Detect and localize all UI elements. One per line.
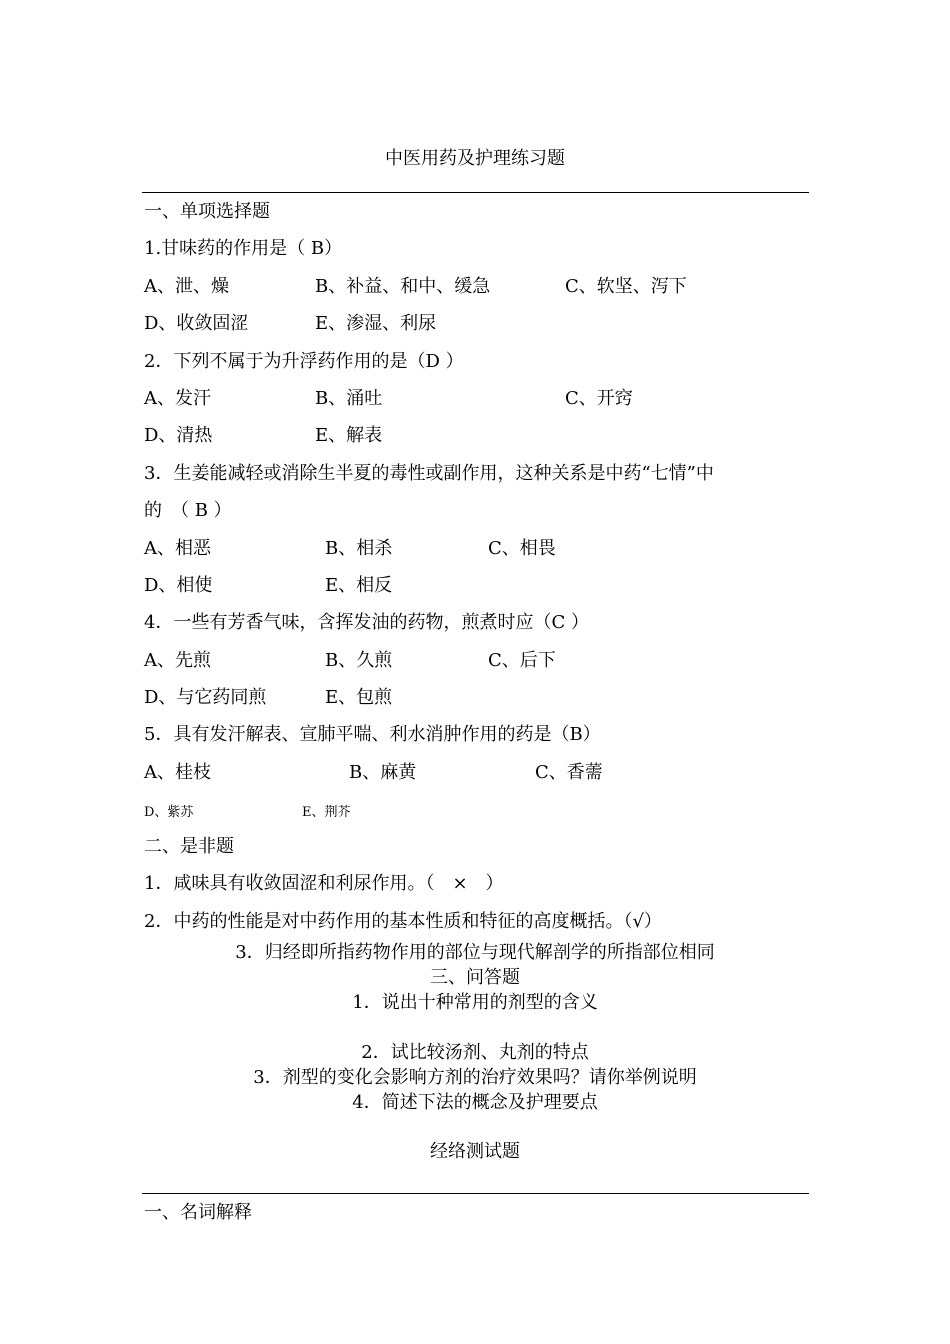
question-2-option-b: B、涌吐 [315, 388, 383, 409]
question-5-option-b: B、麻黄 [349, 762, 417, 783]
question-3-stem-line-1: 3．生姜能减轻或消除生半夏的毒性或副作用，这种关系是中药“七情”中 [144, 463, 714, 484]
section-heading-term-definition: 一、名词解释 [144, 1202, 252, 1223]
question-1-option-e: E、渗湿、利尿 [315, 313, 437, 334]
true-false-item-2: 2．中药的性能是对中药作用的基本性质和特征的高度概括。（√） [144, 911, 662, 932]
question-1-option-b: B、补益、和中、缓急 [315, 276, 491, 297]
question-4-option-d: D、与它药同煎 [144, 687, 267, 708]
question-3-option-b: B、相杀 [325, 538, 393, 559]
short-answer-item-3: 3．剂型的变化会影响方剂的治疗效果吗？请你举例说明 [253, 1067, 697, 1088]
question-4-stem: 4．一些有芳香气味，含挥发油的药物，煎煮时应（C ） [144, 612, 589, 633]
true-false-item-1: 1．咸味具有收敛固涩和利尿作用。（ × ） [144, 873, 504, 894]
short-answer-item-4: 4．简述下法的概念及护理要点 [352, 1092, 598, 1113]
question-2-option-a: A、发汗 [144, 388, 211, 409]
page-title: 中医用药及护理练习题 [385, 148, 565, 169]
question-3-stem-line-2: 的 （ B ） [144, 500, 232, 521]
question-3-option-c: C、相畏 [488, 538, 556, 559]
section-heading-short-answer: 三、问答题 [430, 967, 520, 988]
question-5-option-c: C、香薷 [535, 762, 603, 783]
question-1-stem: 1.甘味药的作用是（ B） [144, 238, 343, 259]
short-answer-item-1: 1．说出十种常用的剂型的含义 [352, 992, 598, 1013]
question-1-option-a: A、泄、燥 [144, 276, 229, 297]
question-5-option-d: D、紫苏 [144, 805, 194, 820]
question-1-option-c: C、软坚、泻下 [565, 276, 687, 297]
second-title-divider [142, 1193, 809, 1194]
section-heading-true-false: 二、是非题 [144, 836, 234, 857]
question-2-option-d: D、清热 [144, 425, 213, 446]
question-5-option-a: A、桂枝 [144, 762, 211, 783]
true-false-item-3: 3．归经即所指药物作用的部位与现代解剖学的所指部位相同 [235, 942, 715, 963]
question-3-option-a: A、相恶 [144, 538, 211, 559]
question-4-option-b: B、久煎 [325, 650, 393, 671]
question-2-stem: 2．下列不属于为升浮药作用的是（D ） [144, 351, 464, 372]
question-4-option-e: E、包煎 [325, 687, 393, 708]
title-divider [142, 192, 809, 193]
section-heading-single-choice: 一、单项选择题 [144, 201, 270, 222]
question-3-option-e: E、相反 [325, 575, 393, 596]
question-1-option-d: D、收敛固涩 [144, 313, 249, 334]
question-5-stem: 5．具有发汗解表、宣肺平喘、利水消肿作用的药是（B） [144, 724, 601, 745]
question-2-option-e: E、解表 [315, 425, 383, 446]
short-answer-item-2: 2．试比较汤剂、丸剂的特点 [361, 1042, 589, 1063]
question-4-option-a: A、先煎 [144, 650, 211, 671]
question-2-option-c: C、开窍 [565, 388, 633, 409]
question-3-option-d: D、相使 [144, 575, 213, 596]
second-test-title: 经络测试题 [430, 1141, 520, 1162]
question-4-option-c: C、后下 [488, 650, 556, 671]
question-5-option-e: E、荆芥 [302, 805, 351, 820]
